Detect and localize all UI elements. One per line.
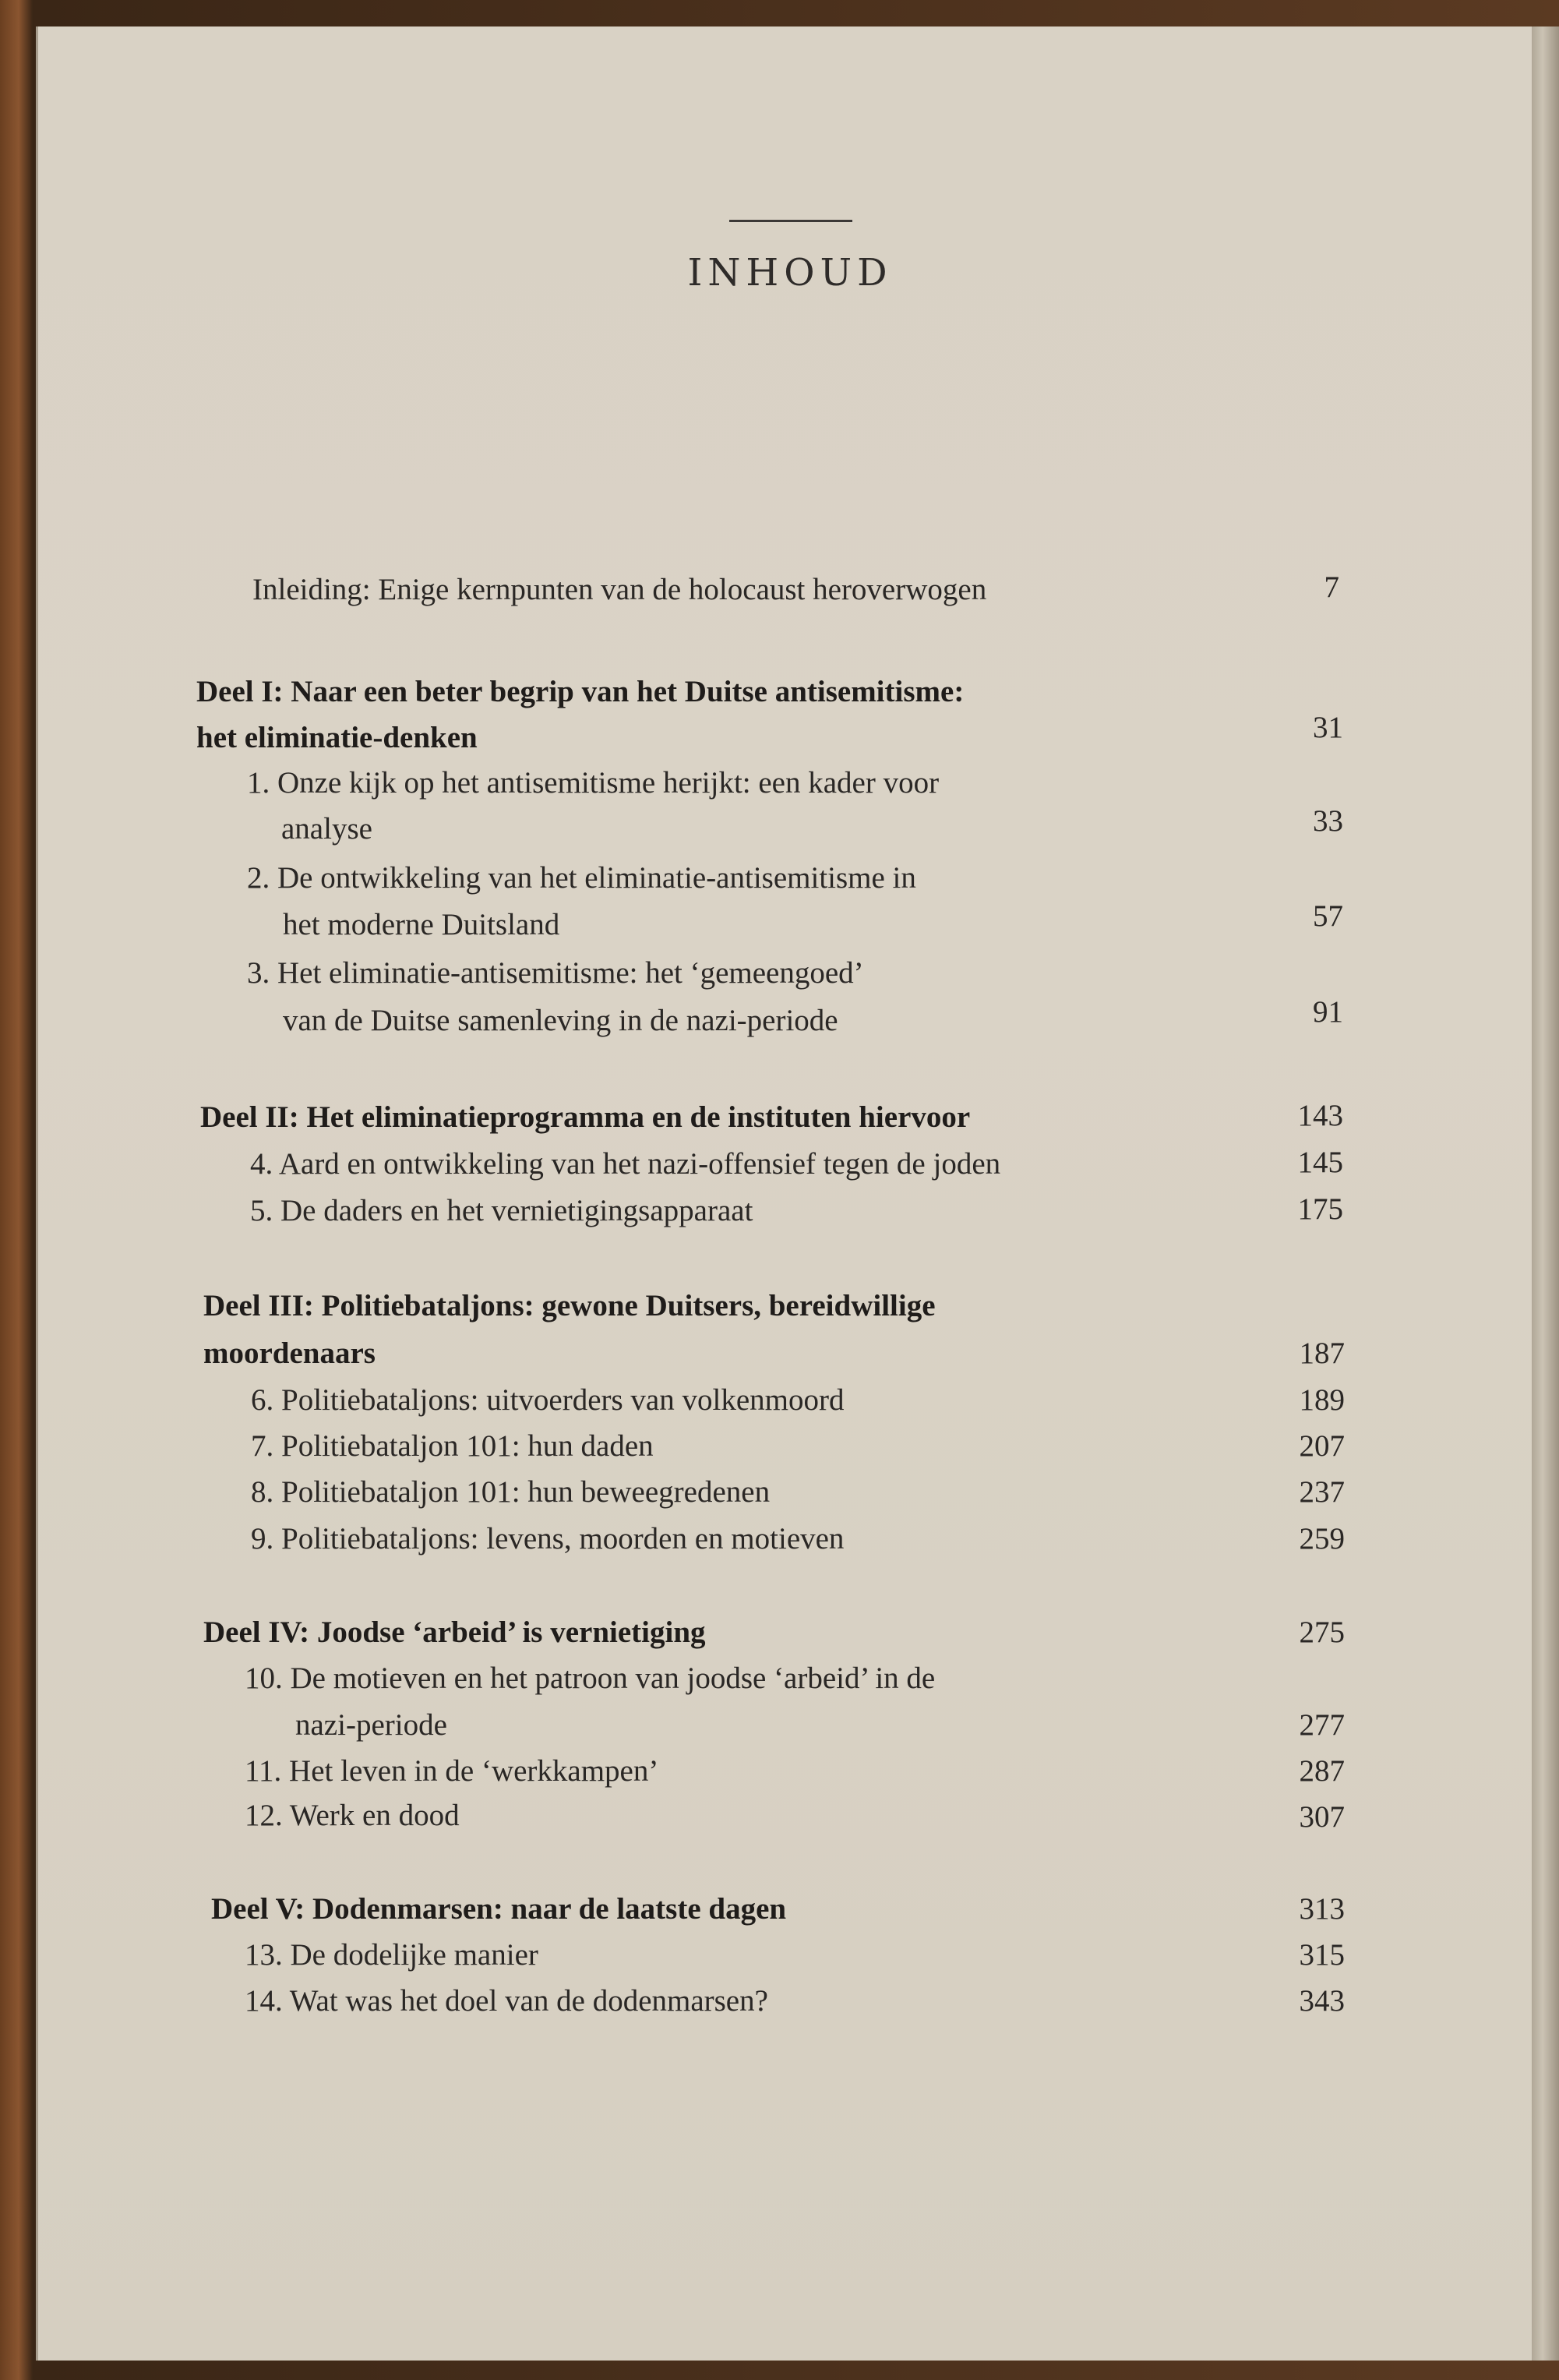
toc-page-chapter-2: 57 [1313,899,1343,933]
toc-part-4: Deel IV: Joodse ‘arbeid’ is vernietiging [203,1616,706,1649]
toc-chapter-13: 13. De dodelijke manier [245,1938,538,1972]
toc-page-chapter-3: 91 [1313,995,1343,1029]
toc-page-chapter-9: 259 [1299,1522,1345,1555]
toc-chapter-4: 4. Aard en ontwikkeling van het nazi-offensief tegen de joden [250,1147,1001,1181]
toc-part-1-line2: het eliminatie-denken [196,721,478,754]
toc-part-3-line1: Deel III: Politiebataljons: gewone Duitsers, bereidwillige [203,1289,936,1322]
toc-chapter-12: 12. Werk en dood [245,1799,460,1832]
page-title: INHOUD [687,251,893,295]
toc-page-part-2: 143 [1297,1099,1343,1132]
toc-page-chapter-13: 315 [1299,1938,1345,1972]
toc-chapter-14: 14. Wat was het doel van de dodenmarsen? [245,1984,768,2018]
toc-chapter-1-line2: analyse [281,812,372,846]
toc-part-2: Deel II: Het eliminatieprogramma en de instituten hiervoor [200,1100,971,1134]
toc-page-chapter-8: 237 [1299,1475,1345,1509]
title-rule [729,220,852,222]
toc-part-3-line2: moordenaars [203,1337,376,1370]
toc-chapter-3-line2: van de Duitse samenleving in de nazi-periode [283,1004,838,1037]
page-edge [1532,26,1559,2361]
toc-chapter-5: 5. De daders en het vernietigingsapparaat [250,1194,753,1227]
toc-chapter-7: 7. Politiebataljon 101: hun daden [251,1429,654,1463]
toc-chapter-6: 6. Politiebataljons: uitvoerders van volkenmoord [251,1383,845,1417]
toc-page-part-5: 313 [1299,1892,1345,1926]
toc-chapter-9: 9. Politiebataljons: levens, moorden en motieven [251,1522,845,1555]
toc-chapter-8: 8. Politiebataljon 101: hun beweegredenen [251,1475,771,1509]
toc-part-5: Deel V: Dodenmarsen: naar de laatste dagen [211,1892,787,1926]
toc-page-part-4: 275 [1299,1616,1345,1649]
toc-entry-intro: Inleiding: Enige kernpunten van de holocaust heroverwogen [252,573,987,606]
toc-page-intro: 7 [1324,570,1339,604]
toc-page-chapter-1: 33 [1313,804,1343,838]
toc-page-chapter-10: 277 [1299,1708,1345,1742]
toc-page-chapter-5: 175 [1297,1192,1343,1226]
toc-part-1-line1: Deel I: Naar een beter begrip van het Duitse antisemitisme: [196,675,965,708]
toc-chapter-3-line1: 3. Het eliminatie-antisemitisme: het ‘gemeengoed’ [247,956,864,990]
toc-chapter-2-line2: het moderne Duitsland [283,908,560,941]
toc-page-chapter-14: 343 [1299,1984,1345,2018]
toc-page-part-1: 31 [1313,711,1343,744]
toc-chapter-10-line1: 10. De motieven en het patroon van joodse ‘arbeid’ in de [245,1661,936,1695]
toc-chapter-11: 11. Het leven in de ‘werkkampen’ [245,1754,659,1788]
toc-page-chapter-7: 207 [1299,1429,1345,1463]
toc-chapter-2-line1: 2. De ontwikkeling van het eliminatie-antisemitisme in [247,861,916,895]
toc-chapter-1-line1: 1. Onze kijk op het antisemitisme herijkt: een kader voor [247,766,940,800]
toc-page-chapter-12: 307 [1299,1800,1345,1834]
toc-page-chapter-6: 189 [1299,1383,1345,1417]
toc-chapter-10-line2: nazi-periode [295,1708,447,1742]
book-page [36,26,1534,2361]
toc-page-chapter-11: 287 [1299,1754,1345,1788]
toc-page-part-3: 187 [1299,1337,1345,1370]
toc-page-chapter-4: 145 [1297,1146,1343,1179]
